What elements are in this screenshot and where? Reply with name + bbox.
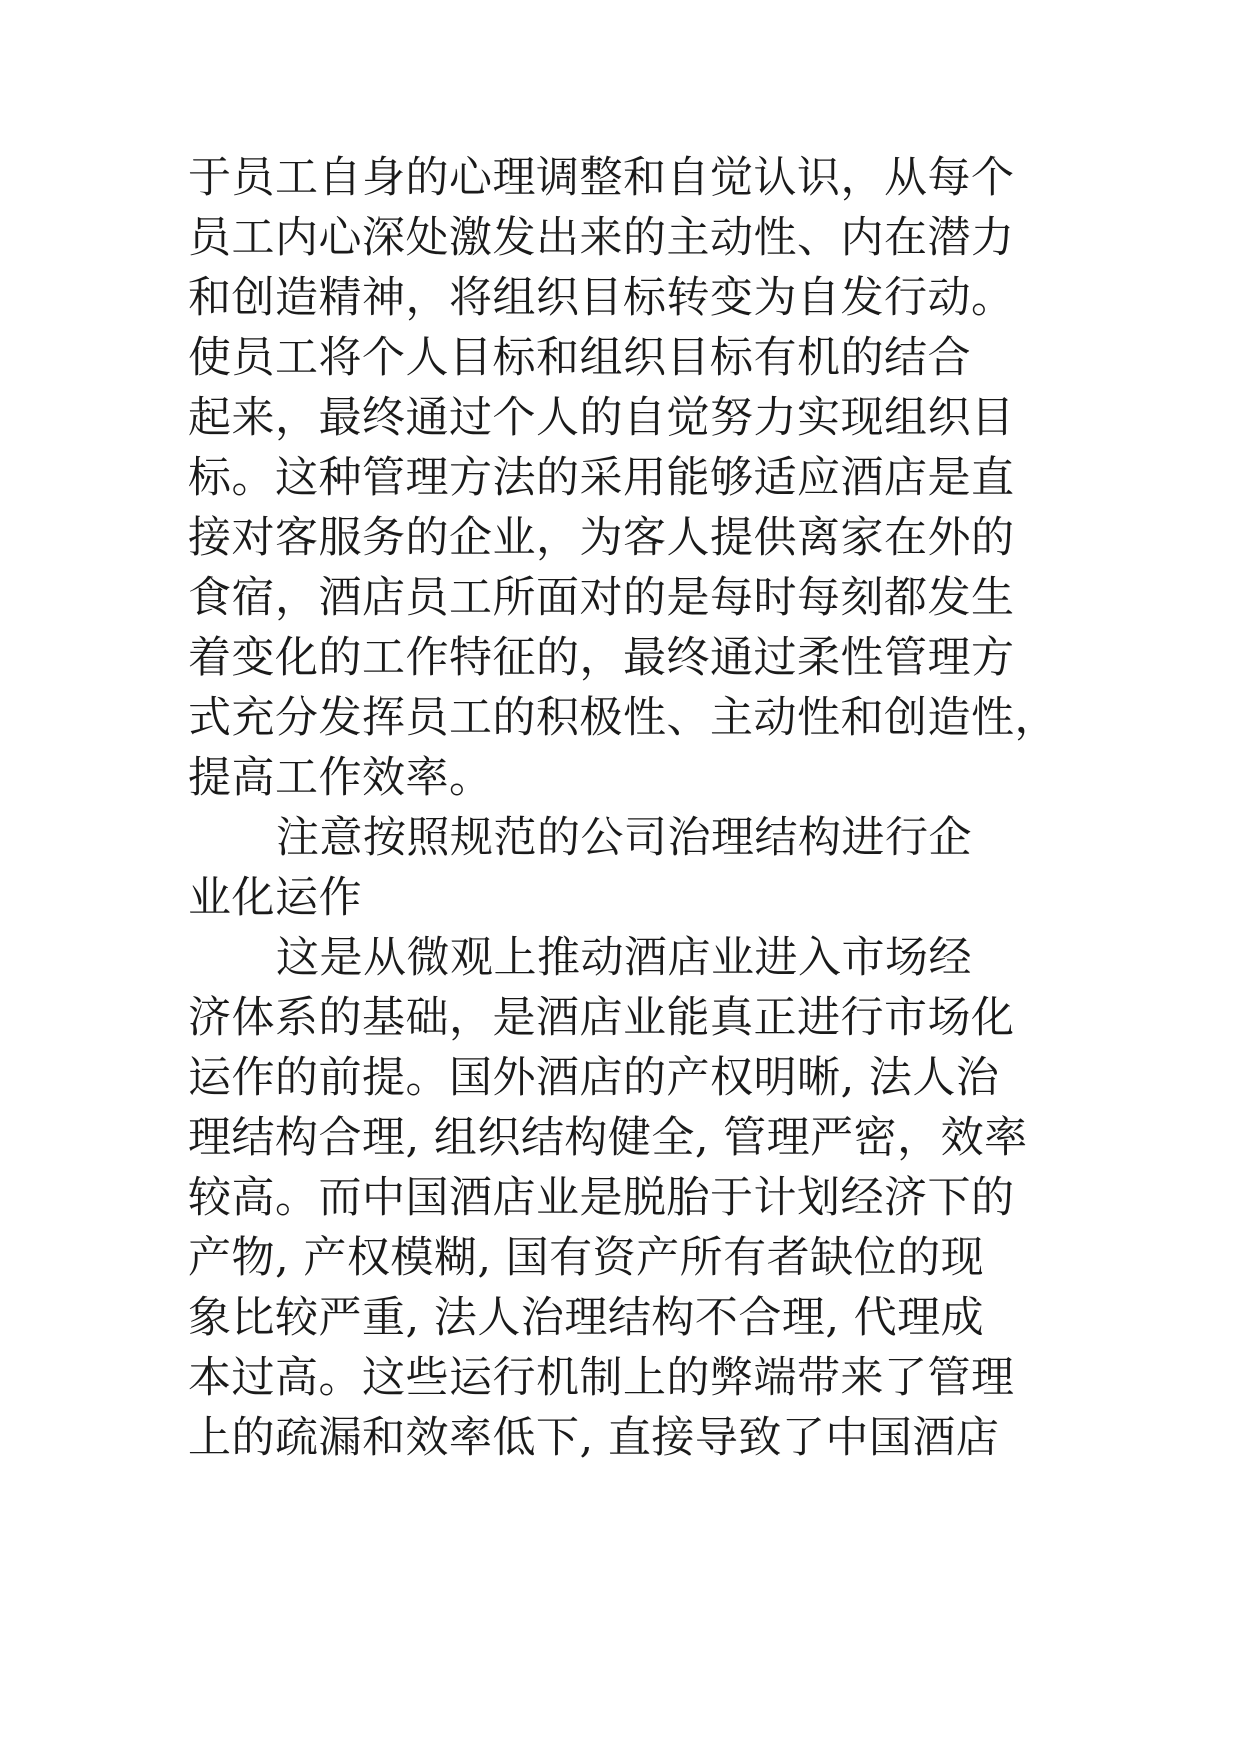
- text-line: 接对客服务的企业，为客人提供离家在外的: [188, 513, 1015, 563]
- section-heading-line: 业化运作: [188, 873, 362, 923]
- text-line: 和创造精神，将组织目标转变为自发行动。: [188, 273, 1015, 323]
- text-line: 上的疏漏和效率低下, 直接导致了中国酒店: [188, 1413, 1000, 1463]
- text-line: 员工内心深处激发出来的主动性、内在潜力: [188, 213, 1015, 263]
- text-line: 这是从微观上推动酒店业进入市场经: [276, 933, 972, 983]
- text-line: 济体系的基础，是酒店业能真正进行市场化: [188, 993, 1015, 1043]
- section-heading-line: 注意按照规范的公司治理结构进行企: [276, 813, 972, 863]
- text-line: 式充分发挥员工的积极性、主动性和创造性，: [188, 693, 1058, 743]
- text-line: 本过高。这些运行机制上的弊端带来了管理: [188, 1353, 1015, 1403]
- text-line: 较高。而中国酒店业是脱胎于计划经济下的: [188, 1173, 1015, 1223]
- text-line: 着变化的工作特征的，最终通过柔性管理方: [188, 633, 1015, 683]
- text-line: 起来，最终通过个人的自觉努力实现组织目: [188, 393, 1015, 443]
- text-line: 提高工作效率。: [188, 753, 493, 803]
- text-line: 运作的前提。国外酒店的产权明晰, 法人治: [188, 1053, 1000, 1103]
- text-line: 理结构合理, 组织结构健全, 管理严密，效率: [188, 1113, 1028, 1163]
- text-line: 于员工自身的心理调整和自觉认识，从每个: [188, 153, 1015, 203]
- text-line: 象比较严重, 法人治理结构不合理, 代理成: [188, 1293, 985, 1343]
- text-line: 标。这种管理方法的采用能够适应酒店是直: [188, 453, 1015, 503]
- text-line: 产物, 产权模糊, 国有资产所有者缺位的现: [188, 1233, 985, 1283]
- text-line: 使员工将个人目标和组织目标有机的结合: [188, 333, 971, 383]
- text-line: 食宿，酒店员工所面对的是每时每刻都发生: [188, 573, 1015, 623]
- body-text: [188, 148, 1088, 1468]
